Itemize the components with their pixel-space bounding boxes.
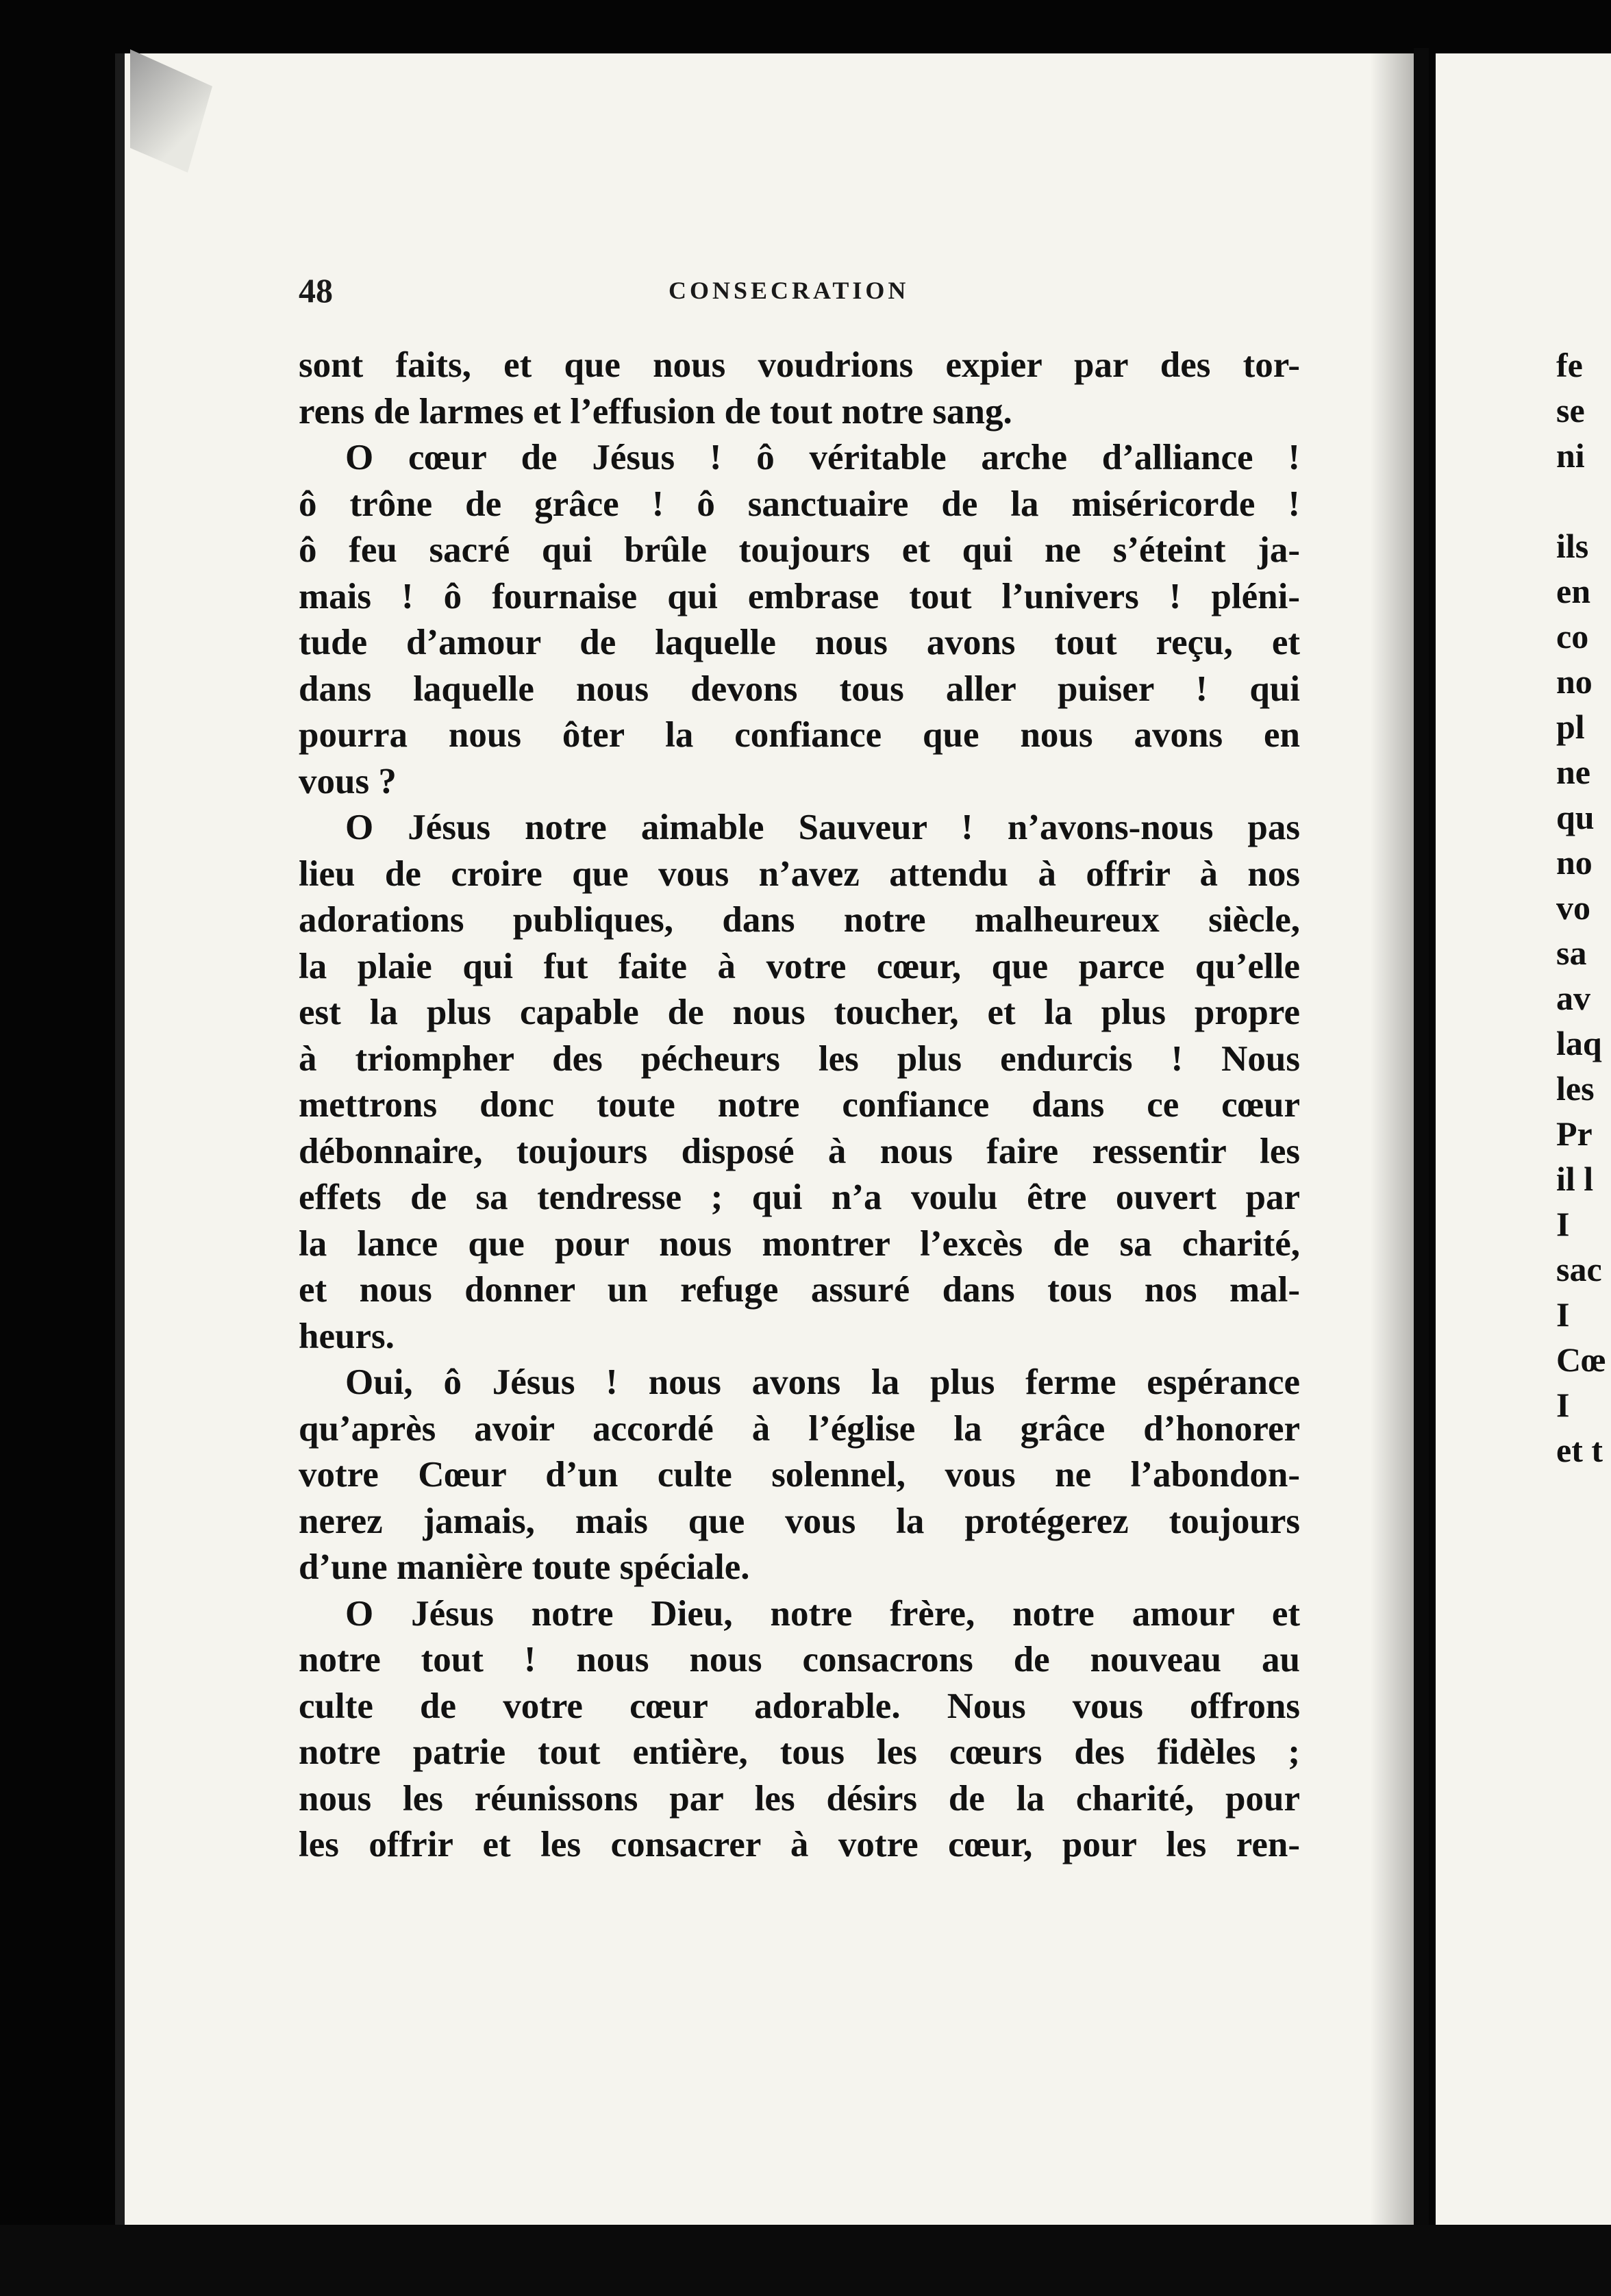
- text-line: rens de larmes et l’effusion de tout notre sang.: [299, 391, 1012, 432]
- text-line: dans laquelle nous devons tous aller puiser ! qui: [299, 669, 1300, 709]
- facing-page-fragment: sac: [1556, 1250, 1602, 1288]
- facing-page-fragment: [1556, 478, 1611, 523]
- facing-page-fragment: ne: [1556, 753, 1590, 791]
- facing-page-fragment: I: [1556, 1205, 1570, 1243]
- facing-page-text-fragments: [1556, 342, 1611, 1473]
- text-line: effets de sa tendresse ; qui n’a voulu être ouvert par: [299, 1177, 1300, 1217]
- text-line: heurs.: [299, 1316, 395, 1356]
- facing-page-fragment: no: [1556, 843, 1593, 882]
- text-line: est la plus capable de nous toucher, et la plus propre: [299, 993, 1300, 1032]
- facing-page-fragment: se: [1556, 391, 1585, 429]
- text-line: adorations publiques, dans notre malheureux siècle,: [299, 900, 1300, 940]
- facing-page-fragment: vo: [1556, 888, 1590, 927]
- text-line: à triompher des pécheurs les plus endurcis ! Nous: [299, 1038, 1300, 1079]
- text-line: culte de votre cœur adorable. Nous vous offrons: [299, 1686, 1300, 1726]
- facing-page-fragment: fe: [1556, 346, 1583, 384]
- running-title: CONSECRATION: [669, 277, 910, 304]
- text-line: les offrir et les consacrer à votre cœur, pour les ren-: [299, 1825, 1300, 1864]
- text-line: O Jésus notre Dieu, notre frère, notre amour et: [345, 1593, 1300, 1634]
- text-line: nerez jamais, mais que vous la protégerez toujours: [299, 1501, 1300, 1541]
- facing-page-fragment: Cœ: [1556, 1340, 1606, 1379]
- text-line: pourra nous ôter la confiance que nous avons en: [299, 715, 1300, 755]
- body-text: [299, 342, 1300, 1869]
- text-line: et nous donner un refuge assuré dans tous nos mal-: [299, 1270, 1300, 1310]
- text-line: débonnaire, toujours disposé à nous faire ressentir les: [299, 1131, 1300, 1171]
- text-line: vous ?: [299, 761, 397, 801]
- text-line: votre Cœur d’un culte solennel, vous ne l’abondon-: [299, 1455, 1300, 1495]
- facing-page-fragment: I: [1556, 1295, 1570, 1334]
- facing-page-fragment: laq: [1556, 1024, 1602, 1062]
- facing-page-fragment: I: [1556, 1386, 1570, 1424]
- page-header: [299, 271, 1299, 312]
- facing-page-fragment: Pr: [1556, 1114, 1593, 1153]
- facing-page-fragment: il l: [1556, 1160, 1594, 1198]
- text-line: nous les réunissons par les désirs de la charité, pour: [299, 1778, 1300, 1819]
- facing-page-fragment: ni: [1556, 436, 1585, 475]
- page-number: 48: [299, 271, 333, 310]
- facing-page-fragment: pl: [1556, 708, 1585, 746]
- text-line: O Jésus notre aimable Sauveur ! n’avons-nous pas: [345, 808, 1300, 847]
- text-line: mais ! ô fournaise qui embrase tout l’univers ! pléni-: [299, 576, 1300, 616]
- text-line: O cœur de Jésus ! ô véritable arche d’alliance !: [345, 438, 1300, 477]
- facing-page-fragment: av: [1556, 979, 1590, 1017]
- gutter-shadow: [1370, 53, 1414, 2225]
- facing-page-fragment: co: [1556, 617, 1589, 656]
- facing-page-fragment: et t: [1556, 1431, 1603, 1469]
- text-line: sont faits, et que nous voudrions expier par des tor-: [299, 345, 1300, 385]
- scan-border: [0, 2225, 1611, 2296]
- text-line: notre tout ! nous nous consacrons de nouveau au: [299, 1640, 1300, 1680]
- facing-page-fragment: sa: [1556, 934, 1587, 972]
- text-line: la lance que pour nous montrer l’excès de sa charité,: [299, 1223, 1300, 1264]
- facing-page-fragment: les: [1556, 1069, 1595, 1108]
- text-line: Oui, ô Jésus ! nous avons la plus ferme espérance: [345, 1362, 1300, 1402]
- text-line: notre patrie tout entière, tous les cœurs des fidèles ;: [299, 1732, 1300, 1772]
- text-line: la plaie qui fut faite à votre cœur, que parce qu’elle: [299, 946, 1300, 986]
- facing-page-fragment: en: [1556, 572, 1590, 610]
- text-line: lieu de croire que vous n’avez attendu à offrir à nos: [299, 853, 1300, 894]
- text-line: mettrons donc toute notre confiance dans ce cœur: [299, 1085, 1300, 1125]
- text-line: qu’après avoir accordé à l’église la grâce d’honorer: [299, 1408, 1300, 1449]
- book-spine: [1414, 48, 1429, 2260]
- text-line: ô trône de grâce ! ô sanctuaire de la miséricorde !: [299, 484, 1300, 524]
- text-line: tude d’amour de laquelle nous avons tout reçu, et: [299, 623, 1300, 662]
- facing-page-fragment: qu: [1556, 798, 1595, 836]
- text-line: ô feu sacré qui brûle toujours et qui ne s’éteint ja-: [299, 530, 1300, 570]
- facing-page-fragment: ils: [1556, 527, 1589, 565]
- facing-page-fragment: no: [1556, 662, 1593, 701]
- text-line: d’une manière toute spéciale.: [299, 1547, 750, 1587]
